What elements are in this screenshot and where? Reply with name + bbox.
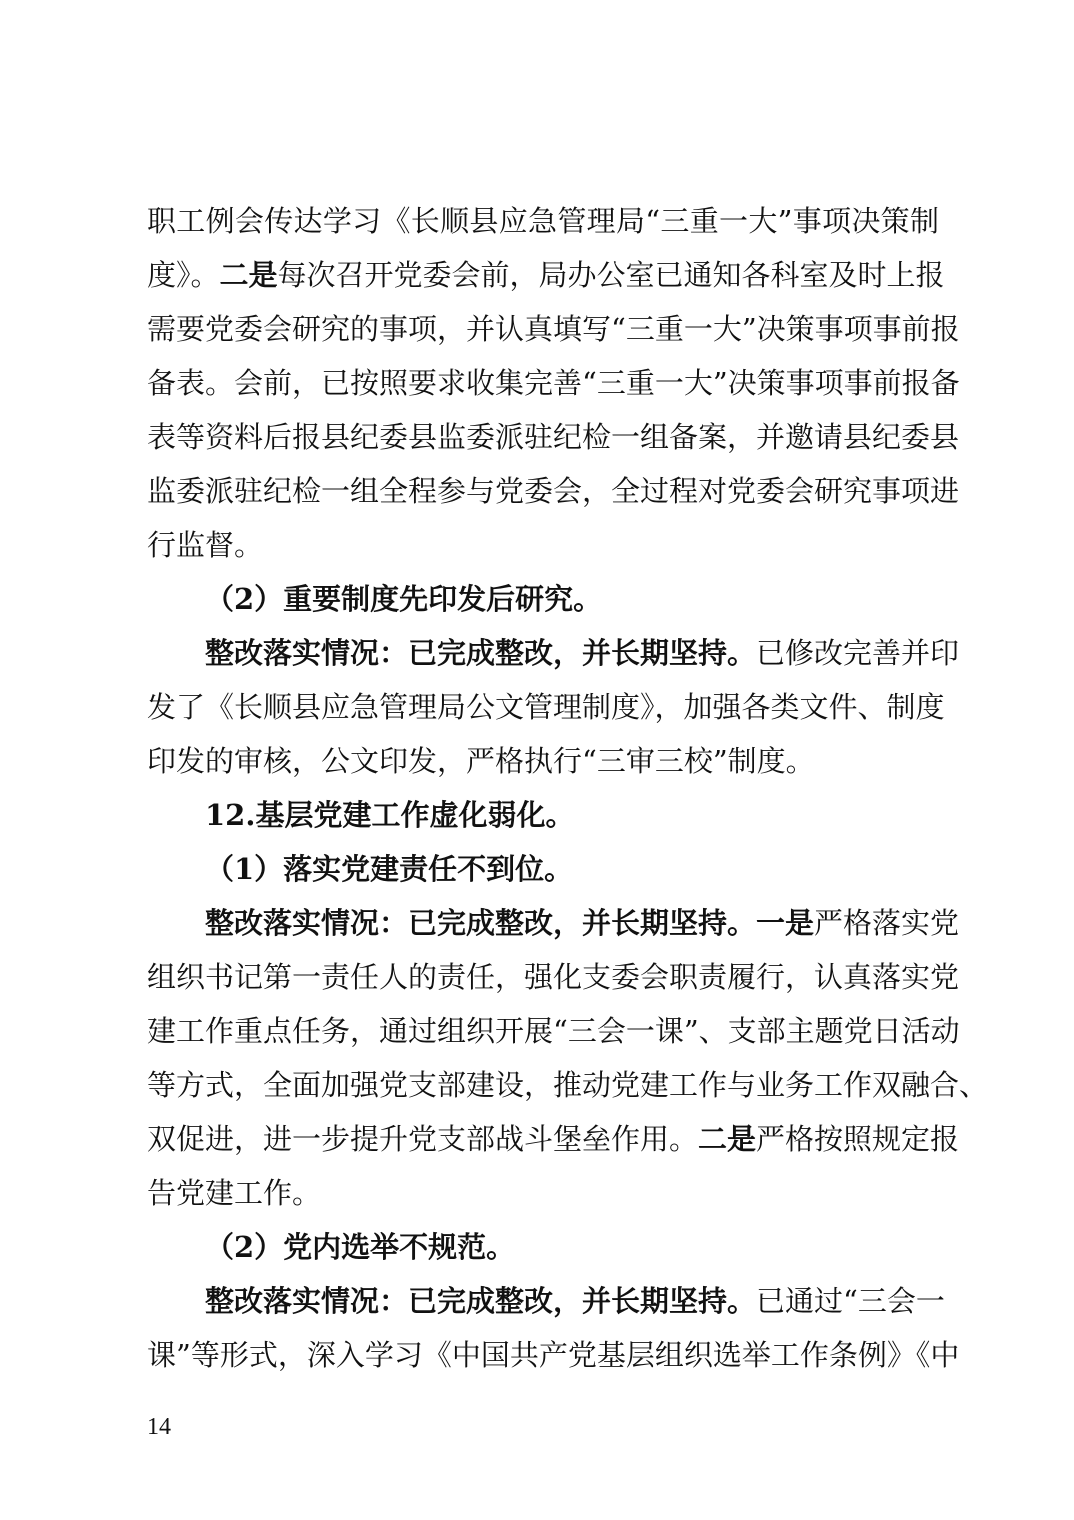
text-run: 表等资料后报县纪委县监委派驻纪检一组备案，并邀请县纪委县 (147, 420, 960, 454)
text-run: 建工作重点任务，通过组织开展“三会一课”、支部主题党日活动 (147, 1014, 960, 1048)
bold-text: （1）落实党建责任不到位。 (205, 852, 574, 886)
text-run: 备表。会前，已按照要求收集完善“三重一大”决策事项事前报备 (147, 366, 960, 400)
text-run: 职工例会传达学习《长顺县应急管理局“三重一大”事项决策制 (147, 204, 939, 238)
text-run: 双促进，进一步提升党支部战斗堡垒作用。 (147, 1122, 699, 1156)
bold-text: （2）重要制度先印发后研究。 (205, 582, 603, 616)
bold-text: 整改落实情况：已完成整改，并长期坚持。 (205, 1284, 757, 1318)
bold-text: 12.基层党建工作虚化弱化。 (205, 798, 575, 832)
text-run: 组织书记第一责任人的责任，强化支委会职责履行，认真落实党 (147, 960, 960, 994)
text-run: 已通过“三会一 (756, 1284, 945, 1318)
text-line (147, 788, 939, 842)
text-run: 课”等形式，深入学习《中国共产党基层组织选举工作条例》《中 (147, 1338, 960, 1372)
text-run: 严格落实党 (814, 906, 960, 940)
text-line (147, 1328, 960, 1382)
text-line (147, 1004, 960, 1058)
text-line (147, 302, 960, 356)
text-line (147, 950, 960, 1004)
text-line (147, 1220, 939, 1274)
text-line (147, 896, 960, 950)
bold-text: 二是 (219, 258, 278, 292)
text-line (147, 842, 939, 896)
text-line (147, 194, 939, 248)
bold-text: （2）党内选举不规范。 (205, 1230, 516, 1264)
text-line (147, 626, 960, 680)
text-run: 严格按照规定报 (756, 1122, 960, 1156)
text-line (147, 1058, 989, 1112)
text-run: 已修改完善并印 (756, 636, 960, 670)
text-line (147, 1112, 960, 1166)
page-number: 14 (147, 1414, 171, 1440)
bold-text: 二是 (698, 1122, 757, 1156)
text-run: 需要党委会研究的事项，并认真填写“三重一大”决策事项事前报 (147, 312, 960, 346)
text-line (147, 410, 960, 464)
text-run: 度》。 (147, 258, 220, 292)
text-line (147, 572, 939, 626)
text-run: 印发的审核，公文印发，严格执行“三审三校”制度。 (147, 744, 815, 778)
bold-text: 整改落实情况：已完成整改，并长期坚持。 (205, 636, 757, 670)
text-line (147, 464, 960, 518)
text-line (147, 1274, 945, 1328)
bold-text: 整改落实情况：已完成整改，并长期坚持。一是 (205, 906, 815, 940)
text-line (147, 1166, 939, 1220)
text-line (147, 356, 960, 410)
text-run: 告党建工作。 (147, 1176, 322, 1210)
text-run: 行监督。 (147, 528, 264, 562)
body-text (147, 194, 989, 1382)
text-run: 发了《长顺县应急管理局公文管理制度》，加强各类文件、制度 (147, 690, 945, 724)
text-line (147, 734, 939, 788)
text-run: 每次召开党委会前，局办公室已通知各科室及时上报 (277, 258, 945, 292)
text-line (147, 518, 939, 572)
text-run: 等方式，全面加强党支部建设，推动党建工作与业务工作双融合、 (147, 1068, 989, 1102)
text-line (147, 680, 945, 734)
text-run: 监委派驻纪检一组全程参与党委会，全过程对党委会研究事项进 (147, 474, 960, 508)
text-line (147, 248, 945, 302)
